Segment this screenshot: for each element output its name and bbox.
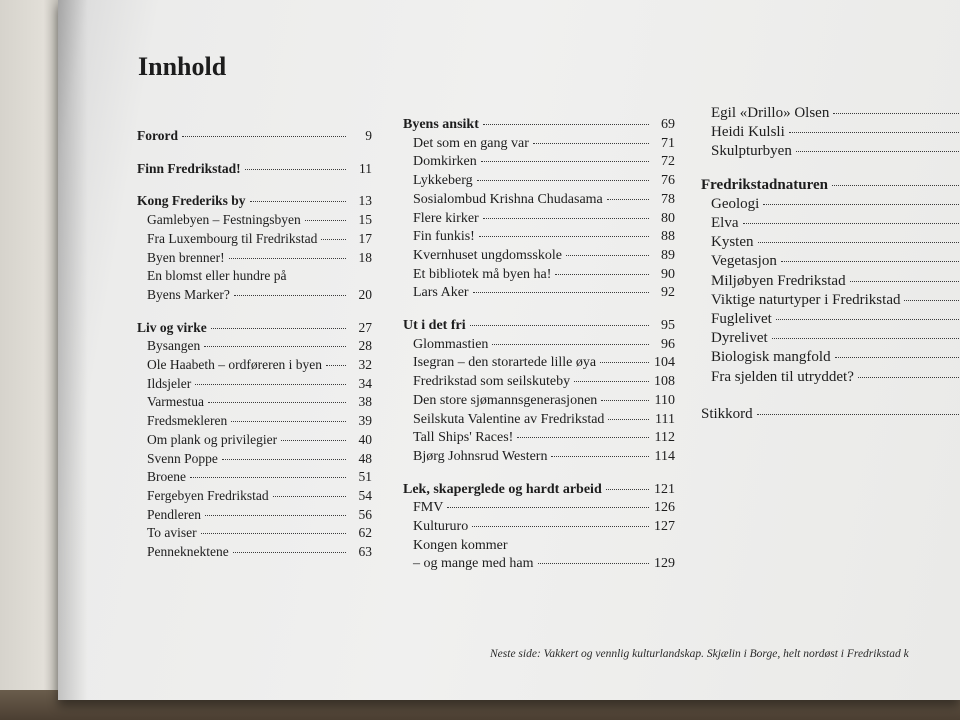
- toc-entry-page: 17: [358, 230, 372, 246]
- toc-entry: [137, 450, 372, 469]
- page-gutter-shadow: [58, 0, 88, 700]
- toc-entry-page: 32: [358, 357, 372, 373]
- leader-dots: [758, 242, 960, 243]
- toc-entry-page: 51: [358, 469, 372, 485]
- toc-entry: [137, 356, 372, 375]
- toc-entry: [403, 555, 675, 574]
- toc-entry: [403, 336, 675, 355]
- toc-entry-page: 20: [358, 286, 372, 302]
- toc-entry: [137, 211, 372, 230]
- toc-entry-label: Pendleren: [147, 506, 201, 522]
- leader-dots: [833, 113, 960, 114]
- toc-entry: [701, 405, 960, 424]
- toc-entry-page: 126: [654, 500, 675, 516]
- toc-entry-label: Glommastien: [413, 336, 489, 352]
- toc-entry-label: – og mange med ham: [413, 556, 534, 572]
- toc-entry-label: Liv og virke: [137, 319, 207, 335]
- leader-dots: [470, 325, 649, 326]
- toc-entry-label: Sosialombud Krishna Chudasama: [413, 191, 603, 207]
- toc-entry-label: Penneknektene: [147, 544, 229, 560]
- toc-entry-label: Kysten: [711, 234, 754, 251]
- leader-dots: [447, 507, 649, 508]
- toc-entry-page: 76: [661, 173, 675, 189]
- leader-dots: [473, 292, 649, 293]
- leader-dots: [776, 319, 960, 320]
- leader-dots: [201, 533, 346, 534]
- toc-entry-label: Ildsjeler: [147, 375, 192, 391]
- leader-dots: [600, 362, 649, 363]
- toc-entry-page: 40: [358, 431, 372, 447]
- toc-entry-page: 110: [654, 392, 675, 408]
- leader-dots: [305, 220, 346, 221]
- leader-dots: [858, 377, 960, 378]
- toc-entry: [403, 317, 675, 336]
- leader-dots: [245, 169, 346, 170]
- toc-entry: [137, 468, 372, 487]
- toc-entry-page: 96: [661, 336, 675, 352]
- toc-entry-label: Fredrikstad som seilskuteby: [413, 374, 571, 390]
- toc-entry: [403, 116, 675, 135]
- leader-dots: [321, 239, 346, 240]
- toc-entry-label: Viktige naturtyper i Fredrikstad: [711, 291, 901, 308]
- toc-entry: [403, 537, 675, 556]
- toc-entry-page: 27: [358, 319, 372, 335]
- toc-entry: [701, 291, 960, 310]
- toc-entry: [137, 286, 372, 305]
- toc-entry-page: 95: [661, 318, 675, 334]
- toc-entry-label: Ut i det fri: [403, 318, 466, 334]
- leader-dots: [850, 281, 960, 282]
- toc-entry: [137, 412, 372, 431]
- toc-entry-label: Domkirken: [413, 154, 477, 170]
- toc-entry-page: 63: [358, 544, 372, 560]
- toc-entry-page: 104: [654, 355, 675, 371]
- leader-dots: [326, 365, 346, 366]
- toc-entry-label: Heidi Kulsli: [711, 124, 785, 141]
- leader-dots: [204, 346, 346, 347]
- toc-entry-label: Et bibliotek må byen ha!: [413, 266, 552, 282]
- leader-dots: [551, 456, 649, 457]
- leader-dots: [608, 419, 649, 420]
- toc-entry-page: 89: [661, 247, 675, 263]
- toc-entry: [403, 191, 675, 210]
- toc-entry-label: FMV: [413, 500, 444, 516]
- toc-entry-label: Skulpturbyen: [711, 143, 792, 160]
- toc-entry-page: 56: [358, 506, 372, 522]
- toc-entry: [137, 319, 372, 338]
- toc-column-1: [137, 127, 372, 562]
- toc-entry-label: Lars Aker: [413, 285, 469, 301]
- toc-column-3: [701, 104, 960, 424]
- toc-entry: [137, 506, 372, 525]
- leader-dots: [538, 563, 649, 564]
- toc-entry-page: 9: [365, 128, 372, 143]
- toc-entry-label: Fredsmekleren: [147, 413, 228, 429]
- toc-entry-page: 62: [358, 525, 372, 541]
- toc-entry-page: 129: [654, 556, 675, 572]
- leader-dots: [772, 338, 960, 339]
- toc-entry: [403, 518, 675, 537]
- toc-entry-label: En blomst eller hundre på: [147, 268, 287, 284]
- toc-entry: [701, 104, 960, 123]
- leader-dots: [481, 161, 649, 162]
- leader-dots: [533, 143, 649, 144]
- toc-entry-page: 72: [661, 154, 675, 170]
- leader-dots: [233, 552, 346, 553]
- toc-entry: [137, 160, 372, 179]
- toc-entry: [137, 127, 372, 146]
- toc-entry-label: Tall Ships' Races!: [413, 430, 514, 446]
- toc-entry-page: 112: [654, 430, 675, 446]
- toc-entry-label: Fra sjelden til utryddet?: [711, 368, 854, 385]
- toc-entry: [403, 429, 675, 448]
- toc-entry-label: Det som en gang var: [413, 135, 529, 151]
- toc-entry-label: Finn Fredrikstad!: [137, 160, 241, 176]
- leader-dots: [835, 357, 960, 358]
- toc-entry: [137, 267, 372, 286]
- toc-column-2: [403, 116, 675, 574]
- toc-entry-label: Bysangen: [147, 338, 201, 354]
- toc-entry: [137, 431, 372, 450]
- toc-entry-label: Seilskuta Valentine av Fredrikstad: [413, 411, 605, 427]
- toc-entry: [701, 123, 960, 142]
- leader-dots: [195, 384, 346, 385]
- toc-entry: [403, 284, 675, 303]
- toc-entry-page: 114: [654, 448, 675, 464]
- toc-entry-page: 88: [661, 229, 675, 245]
- toc-entry: [137, 543, 372, 562]
- toc-entry: [701, 233, 960, 252]
- toc-entry-page: 13: [358, 193, 372, 209]
- toc-entry-label: Stikkord: [701, 405, 753, 422]
- toc-entry-page: 80: [661, 210, 675, 226]
- leader-dots: [492, 344, 649, 345]
- leader-dots: [234, 295, 346, 296]
- toc-entry-page: 111: [655, 411, 675, 427]
- leader-dots: [472, 526, 649, 527]
- toc-entry: [701, 214, 960, 233]
- previous-page-edge: [0, 0, 62, 690]
- toc-entry-page: 69: [661, 117, 675, 132]
- toc-entry: [403, 481, 675, 500]
- leader-dots: [574, 381, 649, 382]
- leader-dots: [566, 255, 649, 256]
- toc-entry-label: Flere kirker: [413, 210, 479, 226]
- toc-entry-label: Ole Haabeth – ordføreren i byen: [147, 357, 323, 373]
- toc-entry-page: 34: [358, 375, 372, 391]
- leader-dots: [281, 440, 346, 441]
- toc-entry-page: 15: [358, 212, 372, 228]
- toc-entry: [403, 210, 675, 229]
- toc-entry-label: Fuglelivet: [711, 311, 772, 328]
- toc-entry: [403, 153, 675, 172]
- leader-dots: [601, 400, 649, 401]
- toc-entry-label: Geologi: [711, 195, 760, 212]
- toc-entry: [701, 348, 960, 367]
- leader-dots: [517, 437, 649, 438]
- toc-entry: [403, 228, 675, 247]
- toc-entry-label: Varmestua: [147, 394, 204, 410]
- toc-entry: [403, 172, 675, 191]
- toc-entry-label: Om plank og privilegier: [147, 431, 278, 447]
- toc-entry-label: Miljøbyen Fredrikstad: [711, 272, 846, 289]
- toc-entry-label: Gamlebyen – Festningsbyen: [147, 212, 301, 228]
- toc-entry-label: Byens ansikt: [403, 117, 479, 132]
- toc-entry-page: 18: [358, 249, 372, 265]
- leader-dots: [781, 261, 960, 262]
- toc-entry-page: 11: [359, 160, 372, 176]
- leader-dots: [832, 185, 960, 186]
- toc-entry: [137, 393, 372, 412]
- toc-entry: [403, 247, 675, 266]
- toc-entry-label: Fergebyen Fredrikstad: [147, 487, 269, 503]
- toc-entry-page: 38: [358, 394, 372, 410]
- toc-entry-page: 48: [358, 450, 372, 466]
- page-title: Innhold: [138, 52, 227, 81]
- leader-dots: [743, 223, 960, 224]
- leader-dots: [211, 328, 346, 329]
- toc-entry-label: Byen brenner!: [147, 249, 225, 265]
- toc-entry-label: Den store sjømannsgenerasjonen: [413, 392, 598, 408]
- toc-entry: [701, 329, 960, 348]
- toc-entry-label: Kultururo: [413, 519, 469, 535]
- toc-entry-page: 39: [358, 413, 372, 429]
- toc-entry: [403, 266, 675, 285]
- toc-entry: [137, 249, 372, 268]
- toc-entry: [403, 135, 675, 154]
- toc-entry: [403, 354, 675, 373]
- toc-entry-label: Biologisk mangfold: [711, 349, 831, 366]
- toc-entry: [403, 411, 675, 430]
- leader-dots: [789, 132, 960, 133]
- toc-entry-label: Vegetasjon: [711, 253, 777, 270]
- leader-dots: [229, 258, 346, 259]
- leader-dots: [477, 180, 649, 181]
- toc-entry-label: Elva: [711, 215, 739, 232]
- figure-caption: Neste side: Vakkert og vennlig kulturlandskap. Skjælin i Borge, helt nordøst i Fredrikstad k: [490, 648, 909, 660]
- toc-entry-label: Fin funkis!: [413, 229, 475, 245]
- toc-entry-label: Dyrelivet: [711, 330, 768, 347]
- toc-entry: [701, 272, 960, 291]
- leader-dots: [607, 199, 649, 200]
- leader-dots: [483, 218, 649, 219]
- toc-entry: [137, 230, 372, 249]
- toc-entry-page: 90: [661, 266, 675, 282]
- toc-entry-page: 54: [358, 487, 372, 503]
- toc-entry-page: 28: [358, 338, 372, 354]
- toc-entry: [137, 375, 372, 394]
- leader-dots: [796, 151, 960, 152]
- leader-dots: [606, 489, 649, 490]
- leader-dots: [479, 236, 649, 237]
- toc-entry: [137, 192, 372, 211]
- toc-entry-page: 121: [654, 481, 675, 497]
- leader-dots: [763, 204, 960, 205]
- leader-dots: [250, 201, 346, 202]
- toc-entry-label: Fredrikstadnaturen: [701, 176, 828, 193]
- toc-entry-label: Kvernhuset ungdomsskole: [413, 247, 562, 263]
- toc-entry-label: Bjørg Johnsrud Western: [413, 448, 548, 464]
- toc-entry: [403, 373, 675, 392]
- toc-entry: [403, 392, 675, 411]
- toc-entry-label: Kongen kommer: [413, 537, 508, 553]
- toc-entry: [137, 337, 372, 356]
- leader-dots: [555, 274, 649, 275]
- leader-dots: [190, 477, 346, 478]
- toc-entry: [137, 487, 372, 506]
- toc-entry-page: 92: [661, 285, 675, 301]
- toc-entry-label: Isegran – den storartede lille øya: [413, 355, 597, 371]
- toc-entry: [701, 176, 960, 195]
- leader-dots: [273, 496, 346, 497]
- leader-dots: [904, 300, 960, 301]
- leader-dots: [231, 421, 346, 422]
- toc-entry: [137, 524, 372, 543]
- toc-entry: [701, 142, 960, 161]
- toc-entry-page: 78: [661, 191, 675, 207]
- leader-dots: [182, 136, 346, 137]
- toc-entry-page: 108: [654, 374, 675, 390]
- toc-entry: [403, 499, 675, 518]
- toc-entry: [701, 195, 960, 214]
- leader-dots: [757, 414, 960, 415]
- toc-entry-page: 71: [661, 135, 675, 151]
- toc-entry-label: Broene: [147, 469, 186, 485]
- leader-dots: [483, 124, 649, 125]
- toc-entry-page: 127: [654, 519, 675, 535]
- toc-entry-label: Fra Luxembourg til Fredrikstad: [147, 230, 318, 246]
- toc-entry-label: Lykkeberg: [413, 173, 473, 189]
- toc-entry-label: Egil «Drillo» Olsen: [711, 105, 830, 121]
- toc-entry-label: Lek, skaperglede og hardt arbeid: [403, 481, 602, 497]
- toc-entry-label: Svenn Poppe: [147, 450, 218, 466]
- toc-entry-label: Forord: [137, 128, 178, 143]
- toc-entry: [403, 448, 675, 467]
- toc-entry-label: Kong Frederiks by: [137, 193, 246, 209]
- toc-entry: [701, 252, 960, 271]
- toc-entry-label: To aviser: [147, 525, 197, 541]
- leader-dots: [205, 515, 346, 516]
- leader-dots: [222, 459, 346, 460]
- toc-entry: [701, 310, 960, 329]
- toc-entry: [701, 368, 960, 387]
- leader-dots: [208, 402, 346, 403]
- toc-entry-label: Byens Marker?: [147, 286, 230, 302]
